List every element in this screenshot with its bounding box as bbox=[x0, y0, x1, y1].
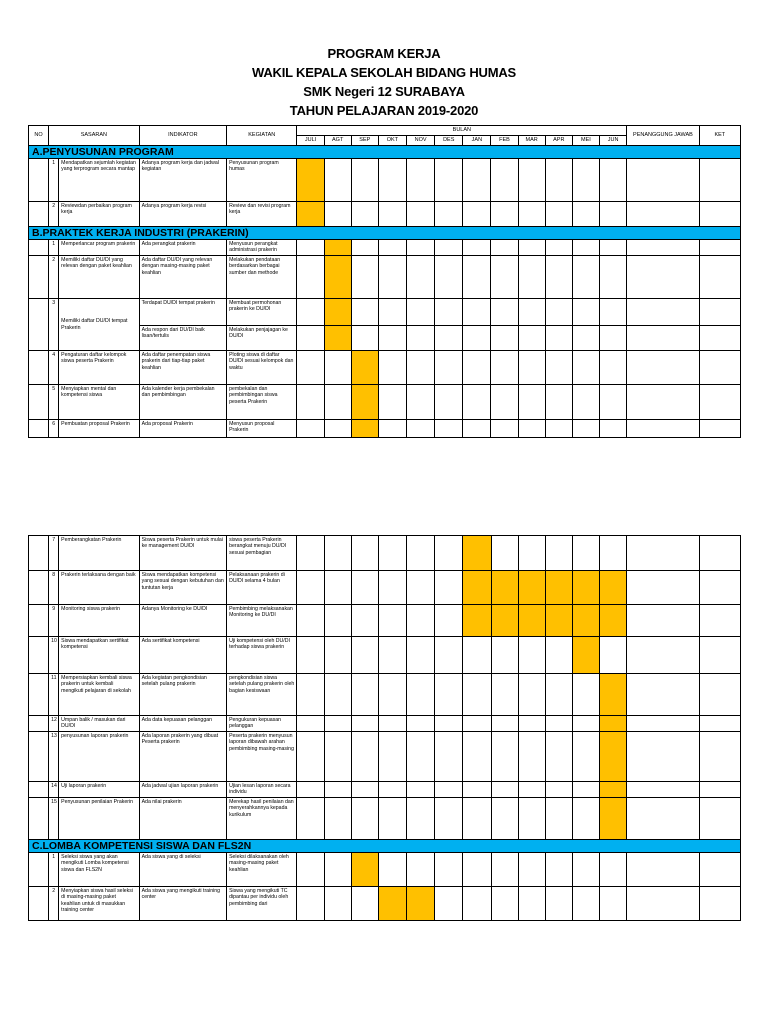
schedule-cell-filled bbox=[324, 240, 351, 256]
table-row: 5 Menyiapkan mental dan kompetensi siswa Ada kalender kerja pembekalan dan pembimbingan pembekalan dan pembimbingan siswa peserta Prakerin bbox=[29, 385, 741, 420]
table-row: 3 Memiliki daftar DU/DI tempat Prakerin Terdapat DU/DI tempat prakerin Membuat permohonan prakerin ke DU/DI bbox=[29, 299, 741, 326]
table-row: 15 Penyusunan penilaian Prakerin Ada nilai prakerin Merekap hasil penilaian dan menyerahkannya kepada kurikulum bbox=[29, 798, 741, 840]
schedule-cell-filled bbox=[572, 605, 599, 637]
section-c-heading: C.LOMBA KOMPETENSI SISWA DAN FLS2N bbox=[29, 840, 741, 853]
schedule-cell-filled bbox=[351, 420, 378, 438]
schedule-cell-filled bbox=[351, 385, 378, 420]
table-row: 7 Pemberangkatan Prakerin Siswa peserta Prakerin untuk mulai ke management DU/DI siswa peserta Prakerin berangkat menuju DU/DI sesuai pembagian bbox=[29, 536, 741, 571]
month-header: NOV bbox=[407, 136, 435, 146]
schedule-cell-filled bbox=[351, 351, 378, 385]
title-line-4: TAHUN PELAJARAN 2019-2020 bbox=[289, 103, 479, 118]
title-line-1: PROGRAM KERJA bbox=[327, 46, 441, 61]
header-ket: KET bbox=[699, 126, 740, 146]
schedule-cell-filled bbox=[600, 605, 627, 637]
month-header: OKT bbox=[378, 136, 406, 146]
header-no: NO bbox=[29, 126, 49, 146]
section-a-heading: A.PENYUSUNAN PROGRAM bbox=[29, 146, 741, 159]
schedule-cell-filled bbox=[491, 605, 518, 637]
title-line-2: WAKIL KEPALA SEKOLAH BIDANG HUMAS bbox=[252, 65, 516, 80]
month-header: AGT bbox=[324, 136, 351, 146]
schedule-cell-filled bbox=[600, 798, 627, 840]
schedule-cell-filled bbox=[518, 571, 545, 605]
table-row: Ada respon dari DU/DI baik lisan/tertulis Melakukan penjajagan ke DU/DI bbox=[29, 326, 741, 351]
schedule-cell-filled bbox=[545, 571, 572, 605]
schedule-cell-filled bbox=[378, 887, 406, 921]
table-row: 13 penyusunan laporan prakerin Ada laporan prakerin yang dibuat Peserta prakerin Peserta prakerin menyusun laporan dibawah arahan pembimbing masing-masing bbox=[29, 732, 741, 782]
table-row: 1 Mendapatkan sejumlah kegiatan yang terprogram secara mantap Adanya program kerja dan jadwal kegiatan Penyusunan program humas bbox=[29, 159, 741, 202]
table-row: 11 Mempersiapkan kembali siswa prakerin untuk kembali mengikuti pelajaran di sekolah Ada kegiatan pengkondisian setelah pulang prakerin pengkondisian siswa setelah pulang prakerin oleh bagian kesiswaan bbox=[29, 674, 741, 716]
month-header: APR bbox=[545, 136, 572, 146]
table-row: 12 Umpan balik / masukan dari DU/DI Ada data kepuasan pelanggan Pengukuran kepuasan pelanggan bbox=[29, 716, 741, 732]
schedule-cell-filled bbox=[324, 299, 351, 326]
header-bulan: BULAN bbox=[297, 126, 627, 136]
schedule-cell-filled bbox=[463, 605, 491, 637]
month-header: MEI bbox=[572, 136, 599, 146]
schedule-cell-filled bbox=[463, 536, 491, 571]
schedule-cell-filled bbox=[545, 605, 572, 637]
table-row: 4 Pengaturan daftar kelompok siswa peserta Prakerin Ada daftar penempatan siswa prakerin dari tiap-tiap paket keahlian Ploting siswa di daftar DU/DI sesuai kelompok dan waktu bbox=[29, 351, 741, 385]
schedule-cell-filled bbox=[324, 256, 351, 299]
table-row: 8 Prakerin terlaksana dengan baik Siswa mendapatkan kompetensi yang sesuai dengan kebutuhan dan tuntutan kerja Pelaksanaan prakerin di DU/DI selama 4 bulan bbox=[29, 571, 741, 605]
table-row: 1 Seleksi siswa yang akan mengikuti Lomba kompetensi siswa dan FLS2N Ada siswa yang di seleksi Seleksi dilaksanakan oleh masing-masing paket keahlian bbox=[29, 853, 741, 887]
schedule-cell-filled bbox=[600, 732, 627, 782]
header-penanggung-jawab: PENANGGUNG JAWAB bbox=[627, 126, 699, 146]
table-row: 2 Menyiapkan siswa hasil seleksi di masing-masing paket keahlian untuk di masukkan training center Ada siswa yang mengikuti training center Siswa yang mengikuti TC dipantau per individu oleh pembimbing dari bbox=[29, 887, 741, 921]
month-header: DES bbox=[435, 136, 463, 146]
month-header: FEB bbox=[491, 136, 518, 146]
document-title bbox=[0, 44, 768, 120]
schedule-cell-filled bbox=[572, 637, 599, 674]
program-table-part-2 bbox=[28, 535, 741, 921]
schedule-cell-filled bbox=[518, 605, 545, 637]
table-row: 2 Memiliki daftar DU/DI yang relevan dengan paket keahlian Ada daftar DU/DI yang relevan dengan masing-masing paket keahlian Melakukan pendataan berdasarkan berbagai sumber dan methode bbox=[29, 256, 741, 299]
schedule-cell-filled bbox=[600, 571, 627, 605]
schedule-cell-filled bbox=[600, 674, 627, 716]
schedule-cell-filled bbox=[351, 853, 378, 887]
month-header: SEP bbox=[351, 136, 378, 146]
month-header: MAR bbox=[518, 136, 545, 146]
month-header: JUN bbox=[600, 136, 627, 146]
schedule-cell-filled bbox=[600, 716, 627, 732]
table-row: 9 Monitoring siswa prakerin Adanya Monitoring ke DU/DI Pembimbing melaksanakan Monitoring ke DU/DI bbox=[29, 605, 741, 637]
schedule-cell-filled bbox=[572, 571, 599, 605]
table-row: 6 Pembuatan proposal Prakerin Ada proposal Prakerin Menyusun proposal Prakerin bbox=[29, 420, 741, 438]
table-row: 1 Memperlancar program prakerin Ada perangkat prakerin Menyusun perangkat administrasi prakerin bbox=[29, 240, 741, 256]
table-row: 2 Reviewdan perbaikan program kerja Adanya program kerja revisi Review dan revisi program kerja bbox=[29, 202, 741, 227]
schedule-cell-filled bbox=[297, 202, 324, 227]
header-indikator: INDIKATOR bbox=[139, 126, 226, 146]
header-sasaran: SASARAN bbox=[49, 126, 140, 146]
table-row: 10 Siswa mendapatkan sertifikat kompetensi Ada sertifikat kompetensi Uji kompetensi oleh DU/DI terhadap siswa prakerin bbox=[29, 637, 741, 674]
month-header: JULI bbox=[297, 136, 324, 146]
program-table-part-1 bbox=[28, 125, 741, 438]
section-b-heading: B.PRAKTEK KERJA INDUSTRI (PRAKERIN) bbox=[29, 227, 741, 240]
schedule-cell-filled bbox=[324, 326, 351, 351]
schedule-cell-filled bbox=[600, 782, 627, 798]
schedule-cell-filled bbox=[407, 887, 435, 921]
table-row: 14 Uji laporan prakerin Ada jadwal ujian laporan prakerin Ujian lesan laporan secara individu bbox=[29, 782, 741, 798]
schedule-cell-filled bbox=[463, 571, 491, 605]
schedule-cell-filled bbox=[491, 571, 518, 605]
title-line-3: SMK Negeri 12 SURABAYA bbox=[303, 84, 465, 99]
schedule-cell-filled bbox=[297, 159, 324, 202]
header-kegiatan: KEGIATAN bbox=[227, 126, 297, 146]
month-header: JAN bbox=[463, 136, 491, 146]
